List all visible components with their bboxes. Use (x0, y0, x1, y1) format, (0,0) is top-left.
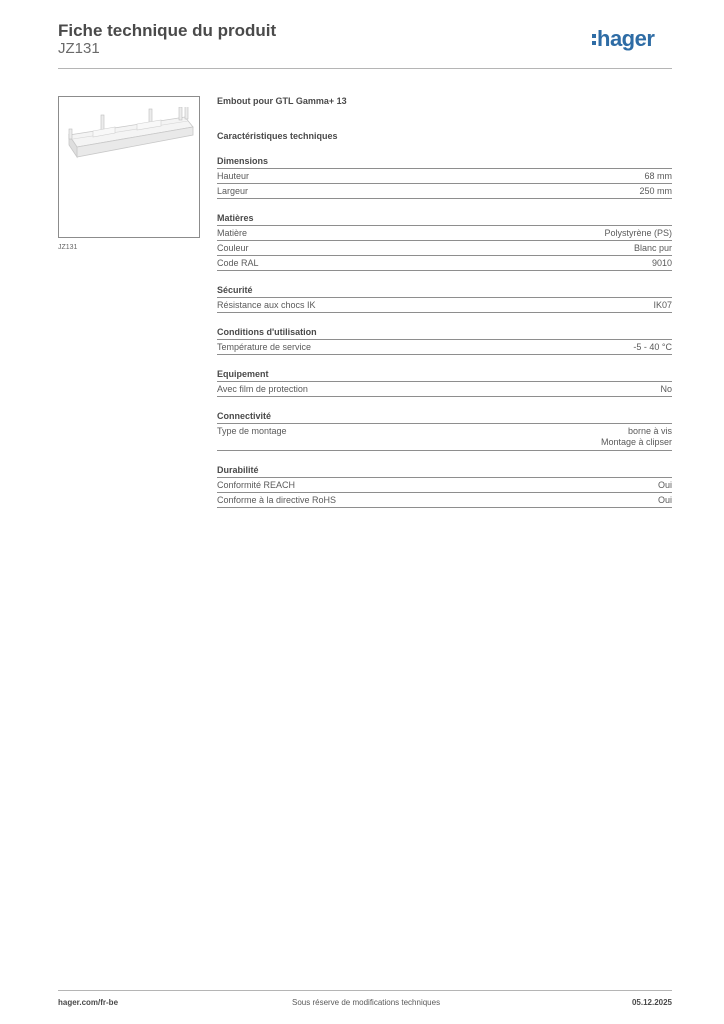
product-reference: JZ131 (58, 40, 100, 57)
spec-row (217, 226, 672, 241)
spec-row (217, 493, 672, 508)
spec-label: Largeur (217, 186, 249, 196)
spec-row (217, 241, 672, 256)
spec-value: Polystyrène (PS) (604, 228, 672, 238)
spec-value: No (660, 384, 672, 394)
spec-row (217, 424, 672, 451)
spec-value-line: Montage à clipser (600, 437, 672, 447)
spec-group-title: Equipement (217, 369, 672, 382)
spec-group-dimensions (217, 156, 672, 199)
logo-text: hager (597, 26, 655, 51)
spec-label: Conforme à la directive RoHS (217, 495, 337, 505)
spec-value: Blanc pur (633, 243, 672, 253)
spec-group-title: Dimensions (217, 156, 672, 169)
spec-group-materials (217, 213, 672, 271)
spec-value: 250 mm (639, 186, 672, 196)
footer-disclaimer: Sous réserve de modifications techniques (292, 998, 441, 1007)
spec-label: Résistance aux chocs IK (217, 300, 316, 310)
footer-website-link[interactable]: hager.com/fr-be (58, 998, 119, 1007)
page-title: Fiche technique du produit (58, 21, 277, 40)
spec-value: 9010 (651, 258, 672, 268)
spec-label: Type de montage (217, 426, 287, 436)
spec-row (217, 382, 672, 397)
spec-group-title: Matières (217, 213, 672, 226)
spec-label: Matière (217, 228, 248, 238)
spec-sheet (217, 96, 672, 508)
spec-row (217, 340, 672, 355)
spec-value: 68 mm (644, 171, 672, 181)
spec-group-sustainability (217, 465, 672, 508)
spec-label: Code RAL (217, 258, 259, 268)
spec-label: Hauteur (217, 171, 250, 181)
spec-value: Oui (657, 480, 672, 490)
end-cap-illustration (63, 107, 195, 167)
spec-group-conditions (217, 327, 672, 355)
spec-value: Oui (657, 495, 672, 505)
spec-group-safety (217, 285, 672, 313)
spec-row (217, 169, 672, 184)
spec-group-title: Conditions d'utilisation (217, 327, 672, 340)
footer-divider (58, 990, 672, 991)
spec-row (217, 184, 672, 199)
spec-row (217, 298, 672, 313)
product-image (58, 96, 200, 238)
hager-logo (592, 27, 654, 51)
spec-group-equipment (217, 369, 672, 397)
header-divider (58, 68, 672, 69)
image-caption: JZ131 (58, 244, 78, 251)
spec-group-connectivity (217, 411, 672, 451)
spec-group-title: Durabilité (217, 465, 672, 478)
spec-value (601, 426, 672, 448)
spec-label: Avec film de protection (217, 384, 308, 394)
product-name: Embout pour GTL Gamma+ 13 (217, 96, 347, 106)
specs-heading: Caractéristiques techniques (217, 131, 338, 141)
spec-value: IK07 (653, 300, 672, 310)
spec-label: Couleur (217, 243, 249, 253)
spec-label: Température de service (217, 342, 312, 352)
spec-group-title: Connectivité (217, 411, 672, 424)
spec-value: -5 - 40 °C (633, 342, 672, 352)
logo-colon-mark (592, 34, 596, 45)
spec-value-line: borne à vis (627, 426, 672, 436)
spec-row (217, 478, 672, 493)
spec-label: Conformité REACH (217, 480, 296, 490)
footer-date: 05.12.2025 (631, 998, 672, 1007)
spec-row (217, 256, 672, 271)
spec-group-title: Sécurité (217, 285, 672, 298)
